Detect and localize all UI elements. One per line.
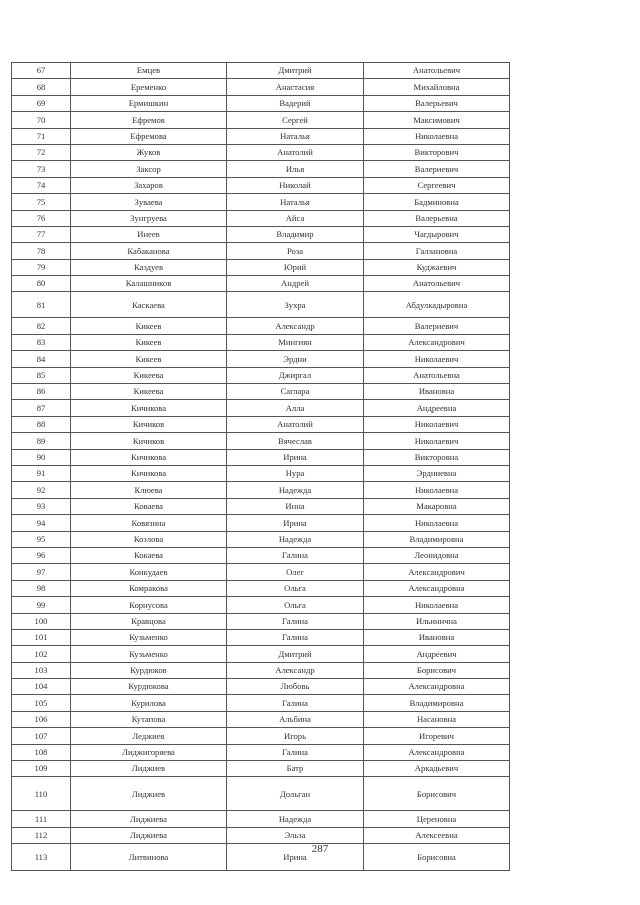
row-number-cell: 102 xyxy=(12,646,71,662)
table-row xyxy=(12,318,510,334)
patronymic-cell: Николаевич xyxy=(364,351,510,367)
last-name-cell: Кичиков xyxy=(71,416,227,432)
last-name-cell: Литвинова xyxy=(71,844,227,871)
last-name-cell: Ефремов xyxy=(71,112,227,128)
first-name-cell: Анатолий xyxy=(227,416,364,432)
row-number-cell: 101 xyxy=(12,629,71,645)
last-name-cell: Зуваева xyxy=(71,194,227,210)
first-name-cell: Джиргал xyxy=(227,367,364,383)
last-name-cell: Зунгруева xyxy=(71,210,227,226)
table-row xyxy=(12,161,510,177)
row-number-cell: 97 xyxy=(12,564,71,580)
row-number-cell: 109 xyxy=(12,761,71,777)
row-number-cell: 111 xyxy=(12,811,71,827)
row-number-cell: 104 xyxy=(12,679,71,695)
first-name-cell: Эльза xyxy=(227,827,364,843)
first-name-cell: Анатолий xyxy=(227,144,364,160)
row-number-cell: 73 xyxy=(12,161,71,177)
patronymic-cell: Цереновна xyxy=(364,811,510,827)
table-row xyxy=(12,292,510,318)
first-name-cell: Илья xyxy=(227,161,364,177)
patronymic-cell: Борисович xyxy=(364,662,510,678)
first-name-cell: Вадерий xyxy=(227,95,364,111)
first-name-cell: Надежда xyxy=(227,482,364,498)
row-number-cell: 86 xyxy=(12,384,71,400)
patronymic-cell: Анатольевич xyxy=(364,63,510,79)
last-name-cell: Ковязина xyxy=(71,515,227,531)
first-name-cell: Андрей xyxy=(227,276,364,292)
patronymic-cell: Аркадьевич xyxy=(364,761,510,777)
first-name-cell: Сергей xyxy=(227,112,364,128)
first-name-cell: Айса xyxy=(227,210,364,226)
first-name-cell: Анастасия xyxy=(227,79,364,95)
last-name-cell: Лиджиев xyxy=(71,777,227,811)
table-row xyxy=(12,351,510,367)
row-number-cell: 84 xyxy=(12,351,71,367)
table-row xyxy=(12,400,510,416)
last-name-cell: Курилова xyxy=(71,695,227,711)
first-name-cell: Ольга xyxy=(227,597,364,613)
table-row xyxy=(12,128,510,144)
last-name-cell: Емцев xyxy=(71,63,227,79)
first-name-cell: Надежда xyxy=(227,531,364,547)
row-number-cell: 108 xyxy=(12,744,71,760)
table-row xyxy=(12,276,510,292)
table-row xyxy=(12,646,510,662)
table-row xyxy=(12,761,510,777)
first-name-cell: Наталья xyxy=(227,128,364,144)
patronymic-cell: Максимович xyxy=(364,112,510,128)
last-name-cell: Коваева xyxy=(71,498,227,514)
table-row xyxy=(12,777,510,811)
table-row xyxy=(12,433,510,449)
table-row xyxy=(12,210,510,226)
patronymic-cell: Борисович xyxy=(364,777,510,811)
first-name-cell: Галина xyxy=(227,629,364,645)
row-number-cell: 92 xyxy=(12,482,71,498)
last-name-cell: Леджиев xyxy=(71,728,227,744)
row-number-cell: 106 xyxy=(12,711,71,727)
table-row xyxy=(12,711,510,727)
last-name-cell: Комракова xyxy=(71,580,227,596)
patronymic-cell: Николаевна xyxy=(364,597,510,613)
patronymic-cell: Насановна xyxy=(364,711,510,727)
first-name-cell: Алла xyxy=(227,400,364,416)
last-name-cell: Ефремова xyxy=(71,128,227,144)
table-row xyxy=(12,226,510,242)
first-name-cell: Инна xyxy=(227,498,364,514)
table-row xyxy=(12,243,510,259)
table-row xyxy=(12,564,510,580)
table-row xyxy=(12,449,510,465)
last-name-cell: Клюева xyxy=(71,482,227,498)
patronymic-cell: Михайловна xyxy=(364,79,510,95)
patronymic-cell: Эрдниевна xyxy=(364,465,510,481)
row-number-cell: 69 xyxy=(12,95,71,111)
patronymic-cell: Валерьевич xyxy=(364,95,510,111)
row-number-cell: 112 xyxy=(12,827,71,843)
first-name-cell: Галина xyxy=(227,547,364,563)
patronymic-cell: Николаевич xyxy=(364,416,510,432)
first-name-cell: Альбина xyxy=(227,711,364,727)
row-number-cell: 90 xyxy=(12,449,71,465)
patronymic-cell: Куджаевич xyxy=(364,259,510,275)
row-number-cell: 79 xyxy=(12,259,71,275)
table-row xyxy=(12,580,510,596)
row-number-cell: 113 xyxy=(12,844,71,871)
row-number-cell: 67 xyxy=(12,63,71,79)
table-row xyxy=(12,177,510,193)
last-name-cell: Курдюкова xyxy=(71,679,227,695)
patronymic-cell: Николаевна xyxy=(364,482,510,498)
last-name-cell: Кикеев xyxy=(71,334,227,350)
row-number-cell: 99 xyxy=(12,597,71,613)
table-row xyxy=(12,744,510,760)
last-name-cell: Кикеева xyxy=(71,384,227,400)
last-name-cell: Курдюков xyxy=(71,662,227,678)
row-number-cell: 94 xyxy=(12,515,71,531)
last-name-cell: Захаров xyxy=(71,177,227,193)
first-name-cell: Надежда xyxy=(227,811,364,827)
page-number: 287 xyxy=(311,843,329,855)
row-number-cell: 70 xyxy=(12,112,71,128)
patronymic-cell: Николаевич xyxy=(364,433,510,449)
row-number-cell: 85 xyxy=(12,367,71,383)
patronymic-cell: Викторовна xyxy=(364,449,510,465)
first-name-cell: Ольга xyxy=(227,580,364,596)
table-row xyxy=(12,112,510,128)
patronymic-cell: Анатольевич xyxy=(364,276,510,292)
row-number-cell: 87 xyxy=(12,400,71,416)
row-number-cell: 107 xyxy=(12,728,71,744)
last-name-cell: Кутапова xyxy=(71,711,227,727)
row-number-cell: 71 xyxy=(12,128,71,144)
first-name-cell: Александр xyxy=(227,662,364,678)
first-name-cell: Саглара xyxy=(227,384,364,400)
first-name-cell: Нура xyxy=(227,465,364,481)
first-name-cell: Дмитрий xyxy=(227,646,364,662)
first-name-cell: Дольган xyxy=(227,777,364,811)
first-name-cell: Галина xyxy=(227,613,364,629)
patronymic-cell: Валерьевна xyxy=(364,210,510,226)
patronymic-cell: Андреевич xyxy=(364,646,510,662)
last-name-cell: Заксор xyxy=(71,161,227,177)
table-row xyxy=(12,811,510,827)
table-row xyxy=(12,79,510,95)
first-name-cell: Роза xyxy=(227,243,364,259)
row-number-cell: 76 xyxy=(12,210,71,226)
table-row xyxy=(12,613,510,629)
table-row xyxy=(12,482,510,498)
first-name-cell: Ирина xyxy=(227,515,364,531)
first-name-cell: Любовь xyxy=(227,679,364,695)
patronymic-cell: Андреевна xyxy=(364,400,510,416)
patronymic-cell: Владимировна xyxy=(364,531,510,547)
patronymic-cell: Ивановна xyxy=(364,629,510,645)
patronymic-cell: Анатольевна xyxy=(364,367,510,383)
row-number-cell: 110 xyxy=(12,777,71,811)
patronymic-cell: Бадминовна xyxy=(364,194,510,210)
patronymic-cell: Галзановна xyxy=(364,243,510,259)
patronymic-cell: Леонидовна xyxy=(364,547,510,563)
table-row xyxy=(12,629,510,645)
last-name-cell: Кузьменко xyxy=(71,646,227,662)
patronymic-cell: Чагдырович xyxy=(364,226,510,242)
table-row xyxy=(12,547,510,563)
first-name-cell: Николай xyxy=(227,177,364,193)
row-number-cell: 91 xyxy=(12,465,71,481)
row-number-cell: 68 xyxy=(12,79,71,95)
row-number-cell: 72 xyxy=(12,144,71,160)
last-name-cell: Козлова xyxy=(71,531,227,547)
last-name-cell: Лиджиева xyxy=(71,811,227,827)
patronymic-cell: Александрович xyxy=(364,564,510,580)
first-name-cell: Юрий xyxy=(227,259,364,275)
table-row xyxy=(12,63,510,79)
patronymic-cell: Ильинична xyxy=(364,613,510,629)
row-number-cell: 95 xyxy=(12,531,71,547)
patronymic-cell: Александровна xyxy=(364,580,510,596)
first-name-cell: Эрдни xyxy=(227,351,364,367)
row-number-cell: 74 xyxy=(12,177,71,193)
last-name-cell: Калашников xyxy=(71,276,227,292)
table-row xyxy=(12,515,510,531)
patronymic-cell: Николаевна xyxy=(364,128,510,144)
last-name-cell: Кравцова xyxy=(71,613,227,629)
patronymic-cell: Борисовна xyxy=(364,844,510,871)
patronymic-cell: Макаровна xyxy=(364,498,510,514)
patronymic-cell: Владимировна xyxy=(364,695,510,711)
table-row xyxy=(12,728,510,744)
row-number-cell: 75 xyxy=(12,194,71,210)
first-name-cell: Ирина xyxy=(227,844,364,871)
patronymic-cell: Алексеевна xyxy=(364,827,510,843)
table-row xyxy=(12,334,510,350)
last-name-cell: Кузьменко xyxy=(71,629,227,645)
table-row xyxy=(12,259,510,275)
patronymic-cell: Николаевна xyxy=(364,515,510,531)
row-number-cell: 81 xyxy=(12,292,71,318)
first-name-cell: Зухра xyxy=(227,292,364,318)
row-number-cell: 93 xyxy=(12,498,71,514)
first-name-cell: Александр xyxy=(227,318,364,334)
patronymic-cell: Александрович xyxy=(364,334,510,350)
first-name-cell: Владимир xyxy=(227,226,364,242)
last-name-cell: Жуков xyxy=(71,144,227,160)
table-row xyxy=(12,465,510,481)
last-name-cell: Лиджигоряева xyxy=(71,744,227,760)
row-number-cell: 78 xyxy=(12,243,71,259)
last-name-cell: Кичикова xyxy=(71,465,227,481)
table-row xyxy=(12,416,510,432)
table-row xyxy=(12,95,510,111)
first-name-cell: Дмитрий xyxy=(227,63,364,79)
first-name-cell: Ирина xyxy=(227,449,364,465)
last-name-cell: Конкудаев xyxy=(71,564,227,580)
patronymic-cell: Абдулкадыровна xyxy=(364,292,510,318)
first-name-cell: Галина xyxy=(227,744,364,760)
row-number-cell: 98 xyxy=(12,580,71,596)
table-row xyxy=(12,597,510,613)
row-number-cell: 80 xyxy=(12,276,71,292)
last-name-cell: Кикеев xyxy=(71,318,227,334)
patronymic-cell: Валериевич xyxy=(364,318,510,334)
row-number-cell: 100 xyxy=(12,613,71,629)
table-row xyxy=(12,827,510,843)
last-name-cell: Кичиков xyxy=(71,433,227,449)
last-name-cell: Кокаева xyxy=(71,547,227,563)
last-name-cell: Еременко xyxy=(71,79,227,95)
first-name-cell: Игорь xyxy=(227,728,364,744)
last-name-cell: Ермишкин xyxy=(71,95,227,111)
table-row xyxy=(12,367,510,383)
first-name-cell: Галина xyxy=(227,695,364,711)
last-name-cell: Кикеев xyxy=(71,351,227,367)
roster-table-body xyxy=(12,63,510,871)
row-number-cell: 96 xyxy=(12,547,71,563)
first-name-cell: Олег xyxy=(227,564,364,580)
row-number-cell: 89 xyxy=(12,433,71,449)
row-number-cell: 82 xyxy=(12,318,71,334)
first-name-cell: Батр xyxy=(227,761,364,777)
row-number-cell: 77 xyxy=(12,226,71,242)
last-name-cell: Каскаева xyxy=(71,292,227,318)
row-number-cell: 103 xyxy=(12,662,71,678)
last-name-cell: Кичикова xyxy=(71,449,227,465)
roster-table xyxy=(11,62,510,871)
row-number-cell: 83 xyxy=(12,334,71,350)
first-name-cell: Мингиян xyxy=(227,334,364,350)
patronymic-cell: Александровна xyxy=(364,679,510,695)
patronymic-cell: Сергеевич xyxy=(364,177,510,193)
table-row xyxy=(12,531,510,547)
table-row xyxy=(12,498,510,514)
row-number-cell: 88 xyxy=(12,416,71,432)
row-number-cell: 105 xyxy=(12,695,71,711)
first-name-cell: Наталья xyxy=(227,194,364,210)
last-name-cell: Кикеева xyxy=(71,367,227,383)
last-name-cell: Каздуев xyxy=(71,259,227,275)
last-name-cell: Кабаканова xyxy=(71,243,227,259)
patronymic-cell: Викторович xyxy=(364,144,510,160)
last-name-cell: Кичикова xyxy=(71,400,227,416)
patronymic-cell: Валериевич xyxy=(364,161,510,177)
table-row xyxy=(12,695,510,711)
table-row xyxy=(12,144,510,160)
table-row xyxy=(12,384,510,400)
last-name-cell: Инеев xyxy=(71,226,227,242)
last-name-cell: Корнусова xyxy=(71,597,227,613)
first-name-cell: Вячеслав xyxy=(227,433,364,449)
patronymic-cell: Александровна xyxy=(364,744,510,760)
last-name-cell: Лиджиева xyxy=(71,827,227,843)
patronymic-cell: Ивановна xyxy=(364,384,510,400)
table-row xyxy=(12,679,510,695)
patronymic-cell: Игоревич xyxy=(364,728,510,744)
last-name-cell: Лиджиев xyxy=(71,761,227,777)
table-row xyxy=(12,194,510,210)
table-row xyxy=(12,662,510,678)
